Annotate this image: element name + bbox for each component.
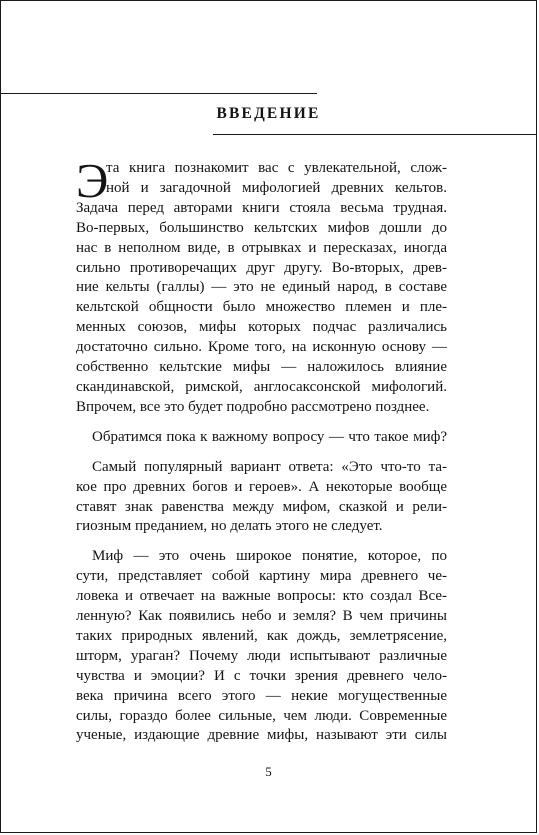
text-line: собственно кельтские мифы — наложилось влияние [76, 359, 447, 376]
text-line: Самый популярный вариант ответа: «Это что-то та- [92, 458, 447, 475]
text-line: таких природных явлений, как дождь, землетрясение, [76, 627, 447, 644]
text-line: Задача перед авторами книги стояла весьма трудная. [76, 199, 447, 216]
paragraph-2 [76, 428, 447, 448]
text-line: та книга познакомит вас с увлекательной, слож- [106, 160, 447, 176]
text-line: гиозным преданием, но делать этого не следует. [76, 518, 383, 535]
text-line: сути, представляет собой картину мира древнего че- [76, 568, 447, 585]
page-number: 5 [265, 764, 272, 779]
text-line: силы, гораздо более сильные, чем люди. Современные [76, 707, 447, 724]
text-line: ной и загадочной мифологией древних кельтов. [106, 179, 447, 196]
text-line: менных союзов, мифы которых подчас различались [76, 319, 447, 336]
text-line: кое про древних богов и героев». А некоторые вообще [76, 478, 447, 495]
text-line: сильно противоречащих друг другу. Во-вторых, древ- [76, 259, 447, 276]
body-text [76, 153, 447, 746]
text-line: Миф — это очень широкое понятие, которое, по [92, 548, 447, 565]
paragraph-3 [76, 458, 447, 538]
text-line: ловека и отвечает на важные вопросы: кто создал Все- [76, 588, 447, 605]
text-line: ученые, издающие древние мифы, называют эти силы [76, 727, 447, 744]
text-line: кельтской общности было множество племен и пле- [76, 299, 447, 316]
drop-cap: Э [76, 153, 109, 208]
text-line: шторм, ураган? Почему люди испытывают различные [76, 647, 447, 664]
text-line: Во-первых, большинство кельтских мифов дошли до [76, 219, 447, 236]
heading-underline-rule [213, 134, 537, 135]
text-line: достаточно сильно. Кроме того, на исконную основу — [76, 339, 447, 356]
text-line: ние кельты (галлы) — это не единый народ, в составе [76, 279, 447, 296]
paragraph-4 [76, 547, 447, 746]
text-line: нас в неполном виде, в отрывках и пересказах, иногда [76, 239, 447, 256]
text-line: Обратимся пока к важному вопросу — что такое миф? [92, 428, 447, 445]
text-line: ставят знак равенства между мифом, сказкой и рели- [76, 498, 447, 515]
text-line: скандинавской, римской, англосаксонской мифологий. [76, 378, 447, 395]
chapter-heading: ВВЕДЕНИЕ [216, 105, 321, 122]
text-line: чувства и эмоции? И с точки зрения древнего чело- [76, 667, 447, 684]
text-line: Впрочем, все это будет подробно рассмотрено позднее. [76, 398, 430, 415]
paragraph-1 [76, 153, 447, 418]
top-rule [1, 93, 317, 94]
text-line: века причина всего этого — некие могущественные [76, 687, 447, 704]
text-line: ленную? Как появились небо и земля? В чем причины [76, 608, 447, 625]
